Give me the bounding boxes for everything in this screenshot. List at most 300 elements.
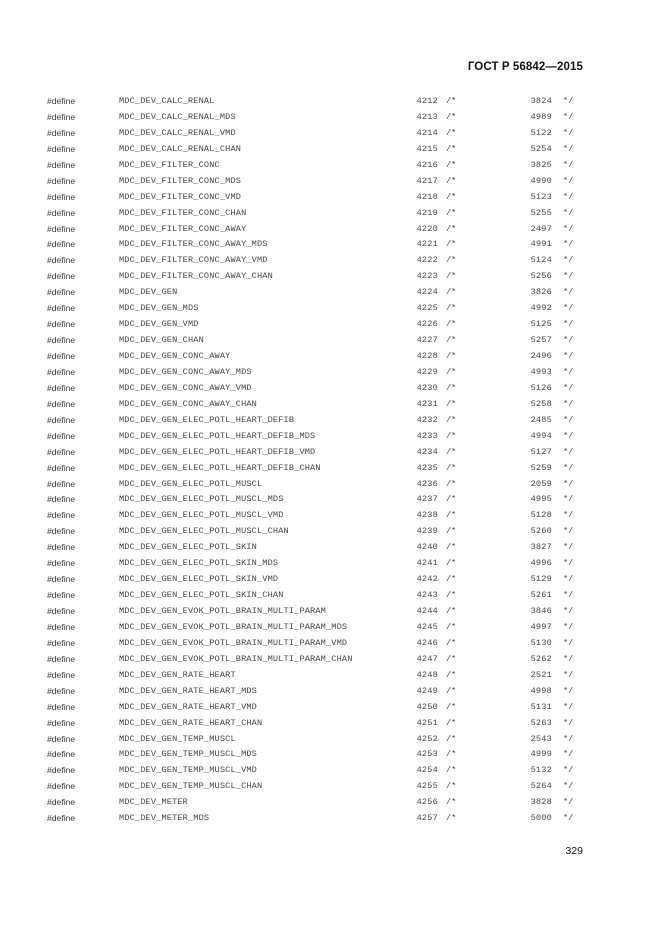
define-keyword: #define — [47, 606, 76, 616]
constant-code: 4219 — [416, 207, 438, 218]
constant-name: MDC_DEV_GEN_MDS — [119, 303, 199, 314]
comment-value: 2543 — [530, 733, 552, 744]
comment-open: /* — [446, 96, 457, 106]
define-keyword: #define — [47, 749, 76, 760]
constant-code: 4244 — [416, 606, 438, 616]
standard-header: ГОСТ Р 56842—2015 — [467, 61, 583, 73]
comment-value: 5259 — [530, 462, 552, 473]
constant-name: MDC_DEV_GEN_TEMP_MUSCL_CHAN — [119, 781, 263, 792]
comment-value: 3826 — [530, 287, 552, 298]
define-row — [0, 126, 661, 142]
comment-value: 3825 — [530, 159, 552, 170]
comment-open: /* — [446, 111, 457, 122]
define-row — [0, 811, 661, 827]
constant-code: 4238 — [416, 510, 438, 521]
define-keyword: #define — [47, 111, 76, 122]
constant-name: MDC_DEV_FILTER_CONC_AWAY_VMD — [119, 255, 268, 266]
define-row — [0, 588, 661, 604]
comment-close: */ — [563, 127, 574, 138]
define-keyword: #define — [47, 574, 76, 585]
comment-open: /* — [446, 430, 457, 441]
comment-value: 5261 — [530, 590, 552, 601]
define-row — [0, 333, 661, 349]
comment-value: 4995 — [530, 494, 552, 505]
comment-value: 5263 — [530, 717, 552, 728]
constant-name: MDC_DEV_GEN_ELEC_POTL_SKIN_MDS — [119, 558, 279, 569]
comment-close: */ — [563, 621, 574, 632]
define-row — [0, 508, 661, 524]
comment-open: /* — [446, 239, 457, 250]
define-keyword: #define — [47, 733, 76, 744]
comment-close: */ — [563, 223, 574, 234]
constant-name: MDC_DEV_GEN_TEMP_MUSCL — [119, 733, 236, 744]
comment-open: /* — [446, 494, 457, 505]
comment-open: /* — [446, 446, 457, 457]
comment-open: /* — [446, 637, 457, 648]
comment-value: 4997 — [530, 621, 552, 632]
comment-close: */ — [563, 653, 574, 664]
define-row — [0, 237, 661, 253]
comment-close: */ — [563, 175, 574, 186]
constant-name: MDC_DEV_GEN_EVOK_POTL_BRAIN_MULTI_PARAM — [119, 606, 326, 616]
constant-code: 4232 — [416, 414, 438, 425]
comment-value: 5123 — [530, 191, 552, 202]
define-row — [0, 190, 661, 206]
constant-code: 4212 — [416, 96, 438, 106]
define-keyword: #define — [47, 558, 76, 569]
define-keyword: #define — [47, 430, 76, 441]
constant-name: MDC_DEV_GEN_EVOK_POTL_BRAIN_MULTI_PARAM_CHAN — [119, 653, 353, 664]
constant-code: 4250 — [416, 701, 438, 712]
constant-name: MDC_DEV_GEN_ELEC_POTL_SKIN_CHAN — [119, 590, 284, 601]
constant-code: 4215 — [416, 143, 438, 154]
define-keyword: #define — [47, 510, 76, 521]
define-keyword: #define — [47, 462, 76, 473]
constant-name: MDC_DEV_GEN_ELEC_POTL_MUSCL_VMD — [119, 510, 284, 521]
constant-name: MDC_DEV_CALC_RENAL_VMD — [119, 127, 236, 138]
constant-name: MDC_DEV_GEN_VMD — [119, 319, 199, 330]
define-row — [0, 604, 661, 620]
comment-close: */ — [563, 669, 574, 680]
comment-close: */ — [563, 239, 574, 250]
comment-value: 5131 — [530, 701, 552, 712]
comment-open: /* — [446, 319, 457, 330]
comment-value: 4991 — [530, 239, 552, 250]
define-row — [0, 285, 661, 301]
define-keyword: #define — [47, 717, 76, 728]
constant-name: MDC_DEV_GEN_RATE_HEART_VMD — [119, 701, 257, 712]
constant-name: MDC_DEV_FILTER_CONC_AWAY — [119, 223, 247, 234]
comment-value: 5129 — [530, 574, 552, 585]
define-keyword: #define — [47, 414, 76, 425]
constant-name: MDC_DEV_GEN_TEMP_MUSCL_VMD — [119, 765, 257, 776]
comment-value: 2496 — [530, 351, 552, 361]
define-row — [0, 572, 661, 588]
constant-code: 4247 — [416, 653, 438, 664]
comment-value: 5128 — [530, 510, 552, 521]
define-row — [0, 142, 661, 158]
define-row — [0, 747, 661, 763]
define-keyword: #define — [47, 478, 76, 489]
constant-name: MDC_DEV_METER_MDS — [119, 813, 210, 824]
comment-close: */ — [563, 96, 574, 106]
comment-open: /* — [446, 797, 457, 808]
define-row — [0, 540, 661, 556]
comment-open: /* — [446, 621, 457, 632]
define-keyword: #define — [47, 542, 76, 553]
define-row — [0, 779, 661, 795]
constant-name: MDC_DEV_GEN_EVOK_POTL_BRAIN_MULTI_PARAM_MDS — [119, 621, 348, 632]
comment-open: /* — [446, 255, 457, 266]
comment-value: 4994 — [530, 430, 552, 441]
comment-close: */ — [563, 366, 574, 377]
define-keyword: #define — [47, 191, 76, 202]
comment-close: */ — [563, 542, 574, 553]
define-row — [0, 158, 661, 174]
comment-value: 2059 — [530, 478, 552, 489]
comment-value: 4992 — [530, 303, 552, 314]
constant-code: 4224 — [416, 287, 438, 298]
comment-open: /* — [446, 478, 457, 489]
comment-value: 5124 — [530, 255, 552, 266]
define-row — [0, 174, 661, 190]
define-keyword: #define — [47, 637, 76, 648]
constant-name: MDC_DEV_GEN_ELEC_POTL_HEART_DEFIB_VMD — [119, 446, 316, 457]
constant-code: 4239 — [416, 526, 438, 537]
define-keyword: #define — [47, 127, 76, 138]
comment-close: */ — [563, 685, 574, 696]
comment-open: /* — [446, 749, 457, 760]
define-keyword: #define — [47, 335, 76, 346]
constant-name: MDC_DEV_GEN_TEMP_MUSCL_MDS — [119, 749, 257, 760]
constant-name: MDC_DEV_FILTER_CONC_CHAN — [119, 207, 247, 218]
constant-name: MDC_DEV_METER — [119, 797, 188, 808]
define-row — [0, 365, 661, 381]
constant-code: 4217 — [416, 175, 438, 186]
define-row — [0, 110, 661, 126]
comment-value: 5262 — [530, 653, 552, 664]
comment-value: 4993 — [530, 366, 552, 377]
comment-close: */ — [563, 303, 574, 314]
define-row — [0, 413, 661, 429]
comment-open: /* — [446, 398, 457, 409]
define-row — [0, 222, 661, 238]
define-row — [0, 301, 661, 317]
define-row — [0, 795, 661, 811]
constant-code: 4222 — [416, 255, 438, 266]
comment-value: 5125 — [530, 319, 552, 330]
comment-open: /* — [446, 765, 457, 776]
comment-open: /* — [446, 303, 457, 314]
define-keyword: #define — [47, 271, 76, 282]
comment-open: /* — [446, 287, 457, 298]
define-row — [0, 763, 661, 779]
comment-close: */ — [563, 526, 574, 537]
comment-close: */ — [563, 319, 574, 330]
constant-code: 4253 — [416, 749, 438, 760]
comment-open: /* — [446, 558, 457, 569]
comment-open: /* — [446, 574, 457, 585]
define-keyword: #define — [47, 701, 76, 712]
define-row — [0, 477, 661, 493]
comment-open: /* — [446, 366, 457, 377]
define-keyword: #define — [47, 382, 76, 393]
constant-code: 4252 — [416, 733, 438, 744]
define-keyword: #define — [47, 96, 76, 106]
comment-value: 2521 — [530, 669, 552, 680]
constant-name: MDC_DEV_GEN_ELEC_POTL_HEART_DEFIB_CHAN — [119, 462, 321, 473]
constant-name: MDC_DEV_GEN_CONC_AWAY_VMD — [119, 382, 252, 393]
define-keyword: #define — [47, 446, 76, 457]
comment-value: 5254 — [530, 143, 552, 154]
comment-value: 4998 — [530, 685, 552, 696]
comment-close: */ — [563, 255, 574, 266]
define-row — [0, 668, 661, 684]
comment-close: */ — [563, 701, 574, 712]
comment-value: 3846 — [530, 606, 552, 616]
constant-name: MDC_DEV_GEN_CONC_AWAY_MDS — [119, 366, 252, 377]
comment-value: 5122 — [530, 127, 552, 138]
comment-close: */ — [563, 558, 574, 569]
comment-open: /* — [446, 526, 457, 537]
define-keyword: #define — [47, 398, 76, 409]
define-keyword: #define — [47, 159, 76, 170]
constant-code: 4243 — [416, 590, 438, 601]
define-row — [0, 636, 661, 652]
define-keyword: #define — [47, 797, 76, 808]
define-keyword: #define — [47, 781, 76, 792]
define-keyword: #define — [47, 494, 76, 505]
constant-name: MDC_DEV_FILTER_CONC_VMD — [119, 191, 242, 202]
comment-value: 5132 — [530, 765, 552, 776]
comment-open: /* — [446, 191, 457, 202]
comment-close: */ — [563, 335, 574, 346]
comment-open: /* — [446, 159, 457, 170]
define-row — [0, 492, 661, 508]
define-keyword: #define — [47, 526, 76, 537]
constant-name: MDC_DEV_CALC_RENAL — [119, 96, 215, 106]
comment-value: 5258 — [530, 398, 552, 409]
define-keyword: #define — [47, 351, 76, 361]
constant-name: MDC_DEV_GEN_ELEC_POTL_HEART_DEFIB — [119, 414, 295, 425]
constant-code: 4254 — [416, 765, 438, 776]
constant-name: MDC_DEV_GEN_ELEC_POTL_SKIN — [119, 542, 257, 553]
define-row — [0, 461, 661, 477]
constant-code: 4242 — [416, 574, 438, 585]
comment-close: */ — [563, 446, 574, 457]
define-keyword: #define — [47, 175, 76, 186]
comment-close: */ — [563, 382, 574, 393]
constant-code: 4251 — [416, 717, 438, 728]
comment-open: /* — [446, 701, 457, 712]
define-row — [0, 429, 661, 445]
define-row — [0, 317, 661, 333]
constant-code: 4249 — [416, 685, 438, 696]
comment-open: /* — [446, 510, 457, 521]
comment-close: */ — [563, 781, 574, 792]
comment-open: /* — [446, 175, 457, 186]
define-row — [0, 206, 661, 222]
define-keyword: #define — [47, 653, 76, 664]
comment-close: */ — [563, 574, 574, 585]
constant-name: MDC_DEV_FILTER_CONC_AWAY_CHAN — [119, 271, 273, 282]
comment-value: 5126 — [530, 382, 552, 393]
define-keyword: #define — [47, 621, 76, 632]
comment-close: */ — [563, 430, 574, 441]
define-keyword: #define — [47, 319, 76, 330]
define-row — [0, 716, 661, 732]
comment-open: /* — [446, 685, 457, 696]
comment-close: */ — [563, 494, 574, 505]
constant-code: 4234 — [416, 446, 438, 457]
comment-close: */ — [563, 143, 574, 154]
constant-code: 4235 — [416, 462, 438, 473]
constant-name: MDC_DEV_GEN_ELEC_POTL_MUSCL_MDS — [119, 494, 284, 505]
comment-value: 5257 — [530, 335, 552, 346]
comment-close: */ — [563, 797, 574, 808]
define-keyword: #define — [47, 765, 76, 776]
define-row — [0, 253, 661, 269]
constant-code: 4233 — [416, 430, 438, 441]
comment-open: /* — [446, 733, 457, 744]
comment-open: /* — [446, 414, 457, 425]
comment-open: /* — [446, 207, 457, 218]
comment-value: 5260 — [530, 526, 552, 537]
define-row — [0, 732, 661, 748]
define-keyword: #define — [47, 366, 76, 377]
constant-code: 4256 — [416, 797, 438, 808]
constant-name: MDC_DEV_GEN_CHAN — [119, 335, 204, 346]
constant-name: MDC_DEV_GEN_EVOK_POTL_BRAIN_MULTI_PARAM_VMD — [119, 637, 348, 648]
comment-open: /* — [446, 542, 457, 553]
comment-close: */ — [563, 733, 574, 744]
define-row — [0, 397, 661, 413]
comment-value: 3827 — [530, 542, 552, 553]
constant-code: 4218 — [416, 191, 438, 202]
define-row — [0, 94, 661, 110]
constant-code: 4240 — [416, 542, 438, 553]
define-keyword: #define — [47, 669, 76, 680]
comment-close: */ — [563, 207, 574, 218]
comment-value: 2497 — [530, 223, 552, 234]
comment-value: 4989 — [530, 111, 552, 122]
constant-code: 4223 — [416, 271, 438, 282]
define-keyword: #define — [47, 813, 76, 824]
comment-close: */ — [563, 749, 574, 760]
constant-name: MDC_DEV_GEN_ELEC_POTL_SKIN_VMD — [119, 574, 279, 585]
comment-open: /* — [446, 669, 457, 680]
constant-name: MDC_DEV_GEN_RATE_HEART — [119, 669, 236, 680]
comment-close: */ — [563, 398, 574, 409]
define-row — [0, 381, 661, 397]
define-row — [0, 684, 661, 700]
define-keyword: #define — [47, 207, 76, 218]
comment-close: */ — [563, 606, 574, 616]
comment-close: */ — [563, 191, 574, 202]
constant-code: 4257 — [416, 813, 438, 824]
comment-open: /* — [446, 127, 457, 138]
constant-code: 4231 — [416, 398, 438, 409]
constant-name: MDC_DEV_CALC_RENAL_CHAN — [119, 143, 242, 154]
comment-value: 4999 — [530, 749, 552, 760]
comment-close: */ — [563, 351, 574, 361]
comment-value: 5255 — [530, 207, 552, 218]
comment-value: 5127 — [530, 446, 552, 457]
comment-open: /* — [446, 462, 457, 473]
comment-close: */ — [563, 287, 574, 298]
constant-name: MDC_DEV_FILTER_CONC_MDS — [119, 175, 242, 186]
comment-open: /* — [446, 143, 457, 154]
comment-open: /* — [446, 271, 457, 282]
define-row — [0, 524, 661, 540]
constant-code: 4213 — [416, 111, 438, 122]
comment-open: /* — [446, 351, 457, 361]
constant-name: MDC_DEV_FILTER_CONC — [119, 159, 220, 170]
page-number: 329 — [565, 845, 583, 857]
comment-close: */ — [563, 414, 574, 425]
constant-code: 4214 — [416, 127, 438, 138]
constant-code: 4230 — [416, 382, 438, 393]
constant-name: MDC_DEV_GEN — [119, 287, 178, 298]
constant-code: 4216 — [416, 159, 438, 170]
comment-close: */ — [563, 637, 574, 648]
comment-close: */ — [563, 111, 574, 122]
constant-code: 4227 — [416, 335, 438, 346]
define-row — [0, 556, 661, 572]
define-keyword: #define — [47, 143, 76, 154]
comment-close: */ — [563, 462, 574, 473]
constant-code: 4226 — [416, 319, 438, 330]
comment-value: 2485 — [530, 414, 552, 425]
comment-close: */ — [563, 813, 574, 824]
comment-open: /* — [446, 717, 457, 728]
define-row — [0, 445, 661, 461]
constant-name: MDC_DEV_GEN_CONC_AWAY — [119, 351, 231, 361]
comment-value: 5130 — [530, 637, 552, 648]
comment-close: */ — [563, 765, 574, 776]
constant-code: 4255 — [416, 781, 438, 792]
constant-name: MDC_DEV_GEN_ELEC_POTL_HEART_DEFIB_MDS — [119, 430, 316, 441]
comment-value: 3828 — [530, 797, 552, 808]
constant-code: 4228 — [416, 351, 438, 361]
constant-code: 4237 — [416, 494, 438, 505]
define-row — [0, 269, 661, 285]
comment-value: 5000 — [530, 813, 552, 824]
constant-code: 4229 — [416, 366, 438, 377]
comment-value: 5256 — [530, 271, 552, 282]
comment-value: 3824 — [530, 96, 552, 106]
comment-close: */ — [563, 510, 574, 521]
constant-name: MDC_DEV_GEN_CONC_AWAY_CHAN — [119, 398, 257, 409]
constant-code: 4220 — [416, 223, 438, 234]
comment-close: */ — [563, 159, 574, 170]
constant-code: 4248 — [416, 669, 438, 680]
constant-code: 4225 — [416, 303, 438, 314]
comment-open: /* — [446, 382, 457, 393]
define-list — [0, 94, 661, 827]
constant-code: 4246 — [416, 637, 438, 648]
constant-name: MDC_DEV_GEN_RATE_HEART_MDS — [119, 685, 257, 696]
define-keyword: #define — [47, 255, 76, 266]
comment-open: /* — [446, 606, 457, 616]
constant-code: 4241 — [416, 558, 438, 569]
comment-value: 4996 — [530, 558, 552, 569]
comment-open: /* — [446, 590, 457, 601]
comment-close: */ — [563, 717, 574, 728]
define-keyword: #define — [47, 590, 76, 601]
define-keyword: #define — [47, 223, 76, 234]
constant-name: MDC_DEV_FILTER_CONC_AWAY_MDS — [119, 239, 268, 250]
